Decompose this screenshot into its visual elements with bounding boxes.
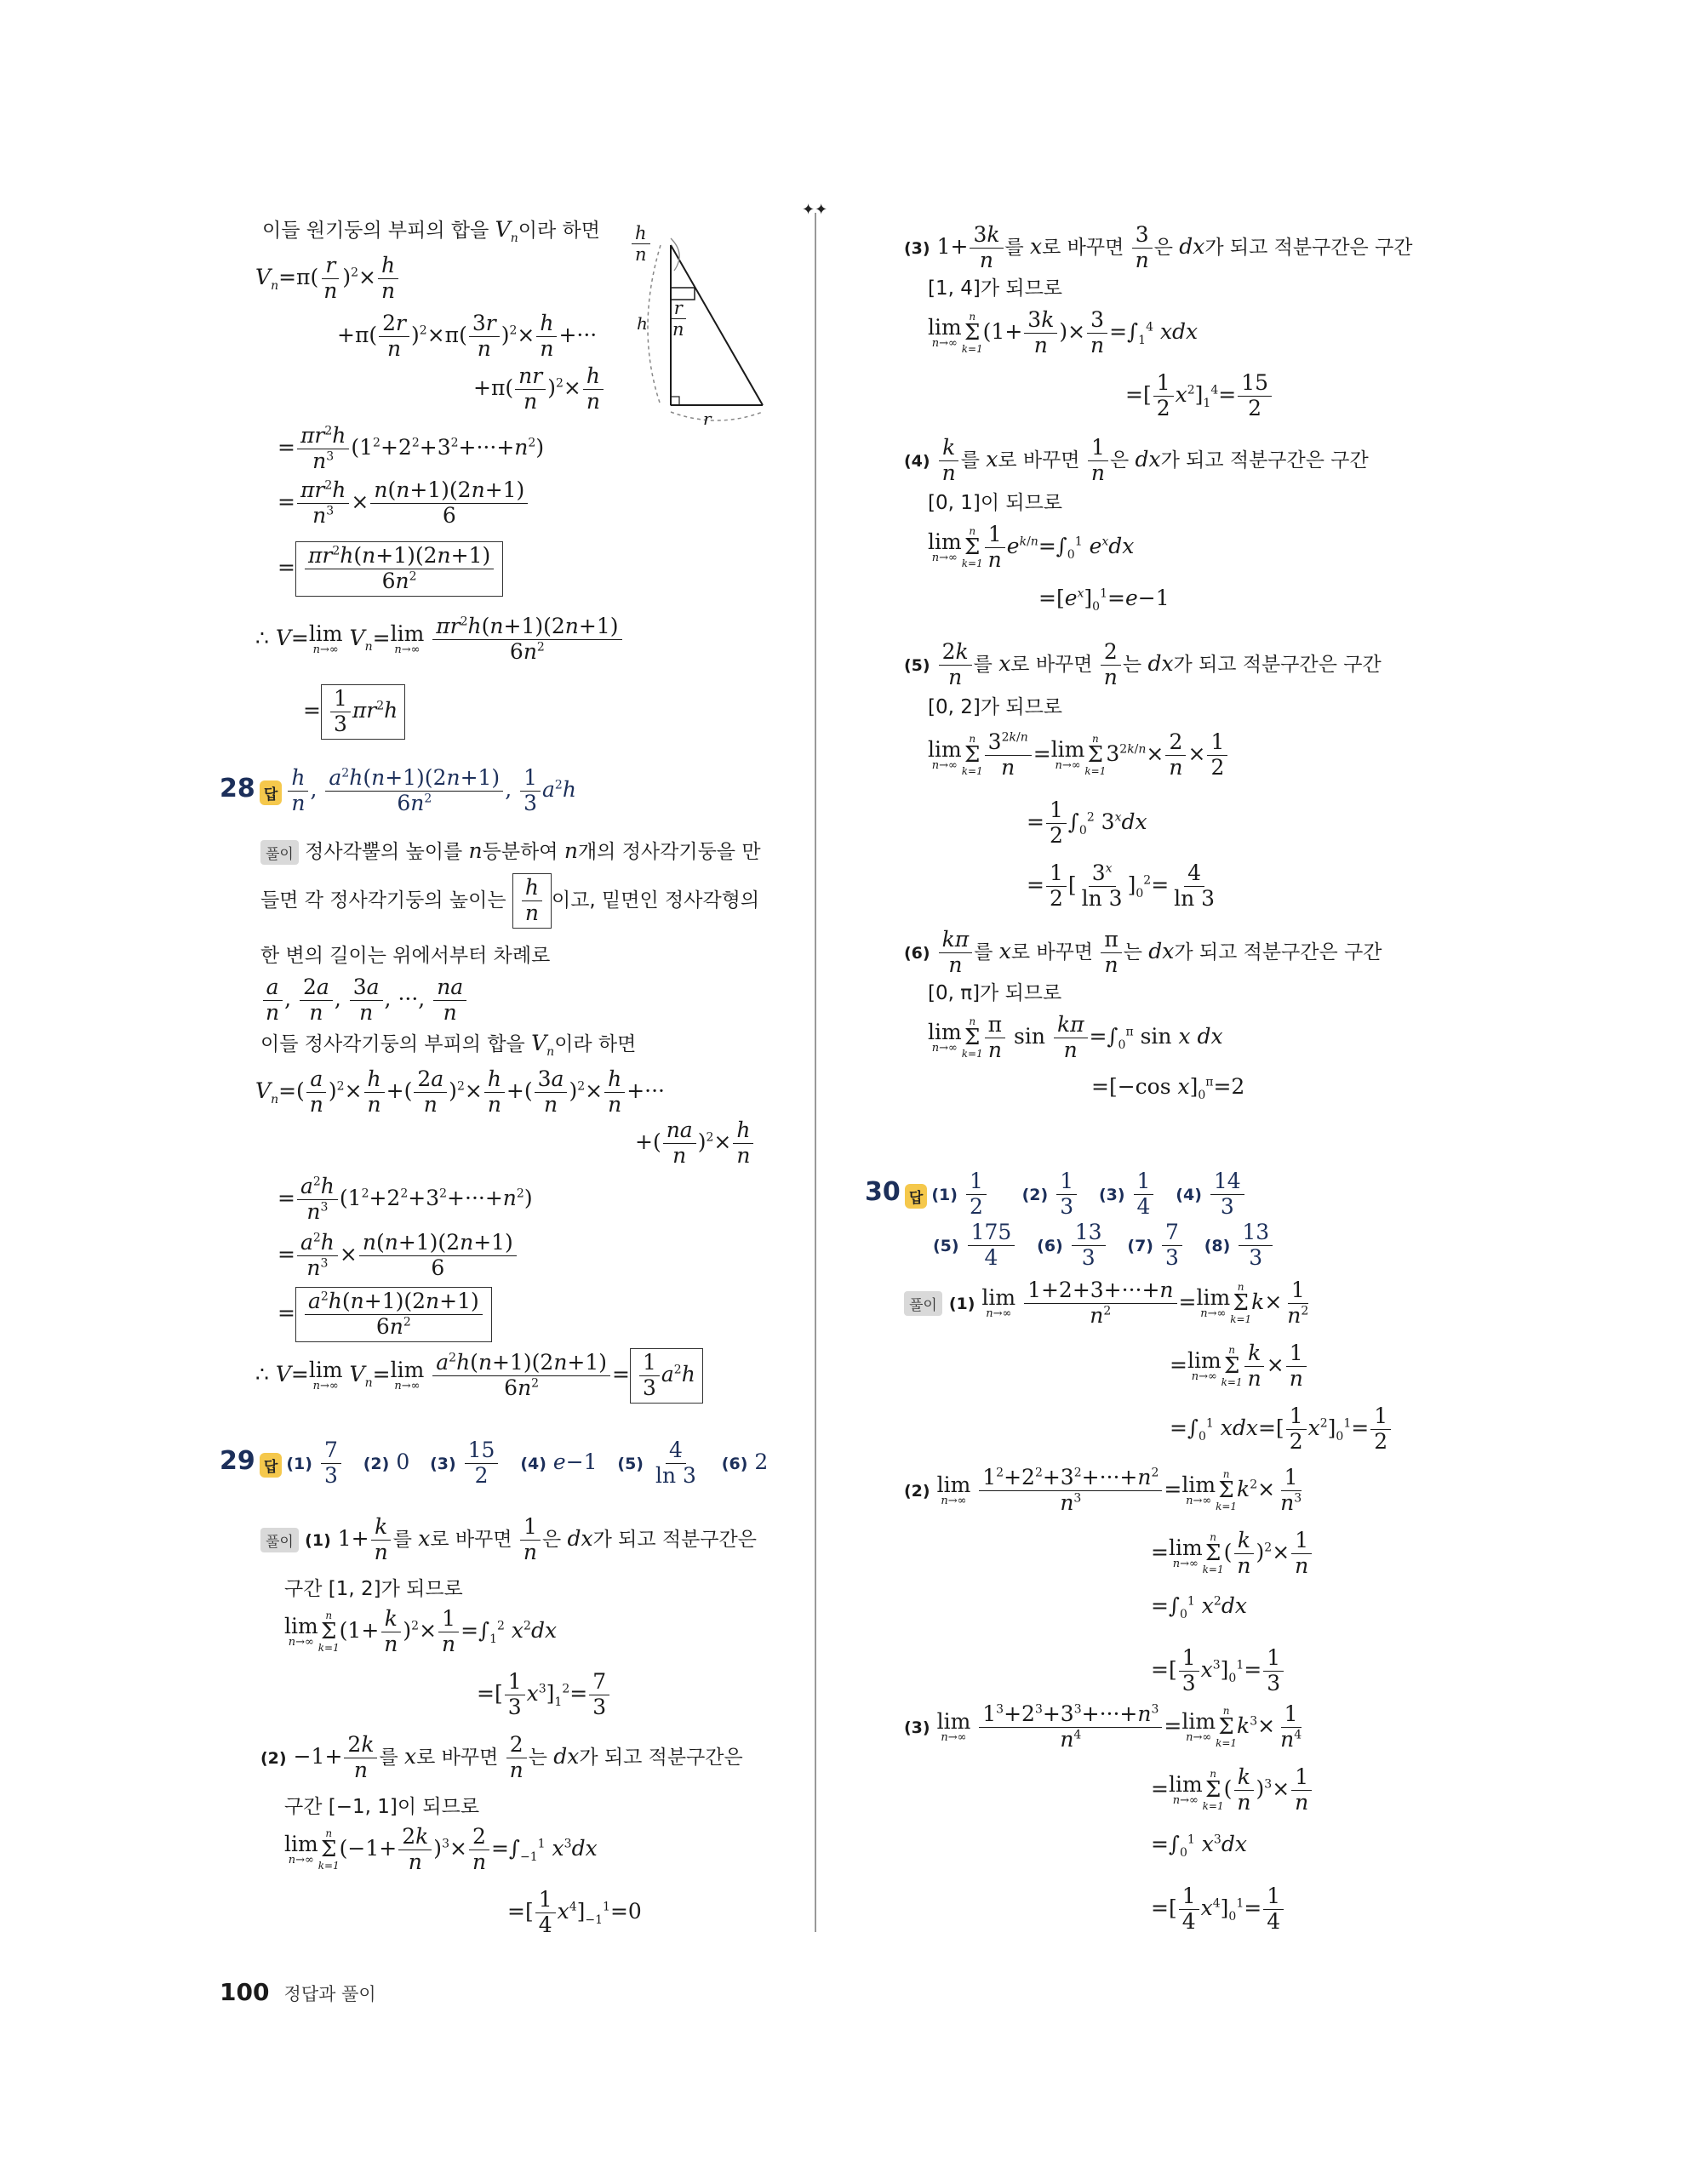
p29-sol2-line2: 구간 [−1, 1]이 되므로	[284, 1796, 480, 1818]
fig-label-h-over-n: $\frac{h}{n}$	[630, 223, 652, 265]
p30-sol3-eq2: = lim n→∞ n Σ k=1 ( $\frac{k}{n}$ )$^3$× $\frac{1}{n}$	[1151, 1765, 1313, 1815]
p29-sol5-eq1: lim n→∞ n Σ k=1 $\frac{3^{2k/n}}{n}$ = lim n→∞ n Σ k=1 $3^{2k/n}\times$ $\frac{2}{n}$ × $\frac{1}{2}$	[928, 730, 1229, 780]
p30-sol2-eq2: = lim n→∞ n Σ k=1 ( $\frac{k}{n}$ )$^2$× $\frac{1}{n}$	[1151, 1529, 1313, 1579]
problem-29-header	[220, 1438, 768, 1489]
answer-tag: 답	[905, 1184, 927, 1209]
p29-sol2-eq2: =[ $\frac{1}{4}$ $x^4]_{-1}^1=0$	[507, 1887, 642, 1937]
eq-27-line7: ∴ V= lim n→∞ $V_n=$ lim n→∞ $\frac{\pi r^2h(n+1)(2n+1)}{6n^2}$	[255, 615, 624, 665]
answer-30-row2: (5) $\frac{175}{4}$ (6) $\frac{13}{3}$ (7) $\frac{7}{3}$ (8) $\frac{13}{3}$	[933, 1221, 1274, 1271]
problem-number: 30	[865, 1176, 901, 1207]
p28-eq3: = $\frac{a^2h}{n^3}$ $(1^2+2^2+3^2+\cdot\cdot\cdot+n^2)$	[277, 1174, 533, 1224]
problem-30-header	[865, 1169, 1246, 1220]
p29-sol3-line2: [1, 4]가 되므로	[928, 277, 1063, 300]
problem-28-header	[220, 766, 576, 816]
p29-sol3-line1: (3) 1+ $\frac{3k}{n}$ 를 x로 바꾸면 $\frac{3}{n}$ 은 dx가 되고 적분구간은 구간	[904, 222, 1413, 272]
p28-sol-line5: 이들 정사각기둥의 부피의 합을 $V_n$이라 하면	[260, 1031, 637, 1059]
p30-sol1-eq2: = lim n→∞ n Σ k=1 $\frac{k}{n}$ × $\frac{1}{n}$	[1170, 1341, 1308, 1392]
p28-eq4: = $\frac{a^2h}{n^3}$ × $\frac{n(n+1)(2n+1)}{6}$	[277, 1231, 518, 1281]
divider-ornament-icon: ✦✦	[802, 201, 828, 219]
p28-sol-line3: 한 변의 길이는 위에서부터 차례로	[260, 945, 551, 967]
problem-number: 29	[220, 1445, 255, 1476]
p28-eq2: +( $\frac{na}{n}$ )$^2$× $\frac{h}{n}$	[635, 1118, 755, 1169]
page-number: 100	[220, 1978, 270, 2006]
p28-eq1: $V_n=$( $\frac{a}{n}$ )$^2$× $\frac{h}{n}$ +( $\frac{2a}{n}$ )$^2$× $\frac{h}{n}$ +( $\frac{3a}{n}$ )$^2$× $\frac{h}{n}$ +···	[255, 1066, 665, 1117]
p29-sol4-eq1: lim n→∞ n Σ k=1 $\frac{1}{n}$ $e^{k/n}=\int_0^1$ $e^xdx$	[928, 522, 1135, 572]
p29-sol6-line1: (6) $\frac{k\pi}{n}$ 를 x로 바꾸면 $\frac{\pi}{n}$ 는 dx가 되고 적분구간은 구간	[904, 927, 1382, 977]
answer-30-row1: (1) $\frac{1}{2}$ (2) $\frac{1}{3}$ (3) $\frac{1}{4}$ (4) $\frac{14}{3}$	[931, 1181, 1245, 1205]
p29-sol5-line1: (5) $\frac{2k}{n}$ 를 x로 바꾸면 $\frac{2}{n}$ 는 dx가 되고 적분구간은 구간	[904, 639, 1382, 689]
eq-27-line8: = $\frac{1}{3}$ $\pi r^2h$	[303, 684, 405, 740]
p29-sol6-eq2: =[−cos $x]_0^\pi=2$	[1091, 1074, 1245, 1102]
solution-tag: 풀이	[260, 1528, 299, 1552]
answer-29: (1) $\frac{7}{3}$ (2) 0 (3) $\frac{15}{2}$ (4) e−1 (5) $\frac{4}{\ln 3}$ (6) 2	[286, 1438, 769, 1488]
eq-27-line5: = $\frac{\pi r^2h}{n^3}$ × $\frac{n(n+1)(2n+1)}{6}$	[277, 478, 529, 529]
p29-sol5-eq3: = $\frac{1}{2}$ [ $\frac{3^x}{\ln 3}$ ]$_0^2=$ $\frac{4}{\ln 3}$	[1027, 860, 1216, 911]
p28-eq5: = $\frac{a^2h(n+1)(2n+1)}{6n^2}$	[277, 1287, 492, 1342]
p28-sol-line1: 풀이 정사각뿔의 높이를 n등분하여 n개의 정사각기둥을 만	[260, 836, 761, 865]
p29-sol3-eq1: lim n→∞ n Σ k=1 (1+ $\frac{3k}{n}$ )× $\frac{3}{n}$ $=\int_1^4$ xdx	[928, 307, 1199, 357]
problem-number: 28	[220, 773, 255, 803]
solution-tag: 풀이	[260, 840, 299, 865]
page-footer	[220, 1978, 376, 2006]
p29-sol3-eq2: =[ $\frac{1}{2}$ $x^2]_1^4=$ $\frac{15}{2}$	[1125, 371, 1273, 421]
p30-sol2-eq4: =[ $\frac{1}{3}$ $x^3]_0^1=$ $\frac{1}{3}$	[1151, 1646, 1285, 1696]
p30-sol3-eq3: $=\int_0^1$ $x^3dx$	[1151, 1832, 1247, 1860]
p29-sol5-line2: [0, 2]가 되므로	[928, 696, 1063, 718]
p29-sol6-eq1: lim n→∞ n Σ k=1 $\frac{\pi}{n}$ sin $\frac{k\pi}{n}$ $=\int_0^\pi$ sin x dx	[928, 1012, 1223, 1062]
fig-label-h: h	[637, 313, 648, 334]
p28-sol-line2: 들면 각 정사각기둥의 높이는 $\frac{h}{n}$ 이고, 밑면인 정사각형의	[260, 873, 759, 929]
p29-sol2-eq1: lim n→∞ n Σ k=1 (−1+ $\frac{2k}{n}$ )$^3$× $\frac{2}{n}$ $=\int_{-1}^1$ $x^3dx$	[284, 1824, 598, 1874]
p29-sol2-line1: (2) −1+ $\frac{2k}{n}$ 를 x로 바꾸면 $\frac{2}{n}$ 는 dx가 되고 적분구간은	[260, 1732, 743, 1782]
footer-label: 정답과 풀이	[283, 1984, 376, 2004]
column-divider	[815, 213, 816, 1932]
p29-sol4-line1: (4) $\frac{k}{n}$ 를 x로 바꾸면 $\frac{1}{n}$ 은 dx가 되고 적분구간은 구간	[904, 435, 1369, 485]
p29-sol1-line2: 구간 [1, 2]가 되므로	[284, 1578, 463, 1600]
eq-27-line3: +π( $\frac{nr}{n}$ )$^2$× $\frac{h}{n}$	[473, 364, 605, 415]
p30-sol2-eq1: (2) lim n→∞ $\frac{1^2+2^2+3^2+\cdot\cdot\cdot+n^2}{n^3}$ = lim n→∞ n Σ k=1 $k^2\times$ $\frac{1}{n^3}$	[904, 1465, 1302, 1515]
p29-sol5-eq2: = $\frac{1}{2}$ $\int_0^2$ 3$^x$dx	[1027, 798, 1147, 848]
eq-27-line1: $V_n=\pi$( $\frac{r}{n}$ )$^2$× $\frac{h}{n}$	[255, 254, 400, 304]
p29-sol4-line2: [0, 1]이 되므로	[928, 492, 1063, 514]
answer-28: $\frac{h}{n}$ , $\frac{a^2h(n+1)(2n+1)}{6n^2}$ , $\frac{1}{3}$ $a^2h$	[286, 777, 576, 802]
fig-label-r-over-n: $\frac{r}{n}$	[667, 298, 689, 340]
solution-tag: 풀이	[904, 1291, 942, 1316]
p28-sides: $\frac{a}{n}$ , $\frac{2a}{n}$ , $\frac{3a}{n}$ , ···, $\frac{na}{n}$	[260, 975, 468, 1026]
p29-sol1-line1: 풀이 (1) 1+ $\frac{k}{n}$ 를 x로 바꾸면 $\frac{1}{n}$ 은 dx가 되고 적분구간은	[260, 1515, 757, 1565]
p28-eq6: ∴ V= lim n→∞ $V_n=$ lim n→∞ $\frac{a^2h(n+1)(2n+1)}{6n^2}$ = $\frac{1}{3}$ $a^2h$	[255, 1348, 703, 1404]
p29-sol4-eq2: $=[e^x]_0^1=e-1$	[1038, 586, 1170, 614]
eq-27-line6: = $\frac{\pi r^2h(n+1)(2n+1)}{6n^2}$	[277, 541, 503, 597]
p30-sol2-eq3: $=\int_0^1$ $x^2dx$	[1151, 1593, 1247, 1621]
intro-27: 이들 원기둥의 부피의 합을 $V_n$이라 하면	[262, 217, 600, 245]
eq-27-line4: = $\frac{\pi r^2h}{n^3}$ $(1^2+2^2+3^2+\cdot\cdot\cdot+n^2)$	[277, 423, 545, 473]
p30-sol1-eq1: 풀이 (1) lim n→∞ $\frac{1+2+3+\cdot\cdot\cdot+n}{n^2}$ = lim n→∞ n Σ k=1 k× $\frac{1}{n^2}$	[904, 1278, 1313, 1329]
answer-tag: 답	[260, 1453, 282, 1478]
p30-sol3-eq1: (3) lim n→∞ $\frac{1^3+2^3+3^3+\cdot\cdot\cdot+n^3}{n^4}$ = lim n→∞ n Σ k=1 $k^3\times$ $\frac{1}{n^4}$	[904, 1701, 1302, 1752]
eq-27-line2: +π( $\frac{2r}{n}$ )$^2$×π( $\frac{3r}{n}$ )$^2$× $\frac{h}{n}$ +···	[337, 311, 598, 361]
p29-sol6-line2: [0, π]가 되므로	[928, 982, 1062, 1004]
answer-tag: 답	[260, 780, 282, 805]
fig-label-r: r	[703, 409, 712, 429]
p30-sol1-eq3: $=\int_0^1$ xdx=[ $\frac{1}{2}$ $x^2]_0^1=$ $\frac{1}{2}$	[1170, 1404, 1393, 1455]
p29-sol1-eq1: lim n→∞ n Σ k=1 (1+ $\frac{k}{n}$ )$^2$× $\frac{1}{n}$ $=\int_1^2$ $x^2dx$	[284, 1606, 558, 1656]
p29-sol1-eq2: =[ $\frac{1}{3}$ $x^3]_1^2=$ $\frac{7}{3}$	[477, 1670, 611, 1720]
p30-sol3-eq4: =[ $\frac{1}{4}$ $x^4]_0^1=$ $\frac{1}{4}$	[1151, 1884, 1285, 1935]
